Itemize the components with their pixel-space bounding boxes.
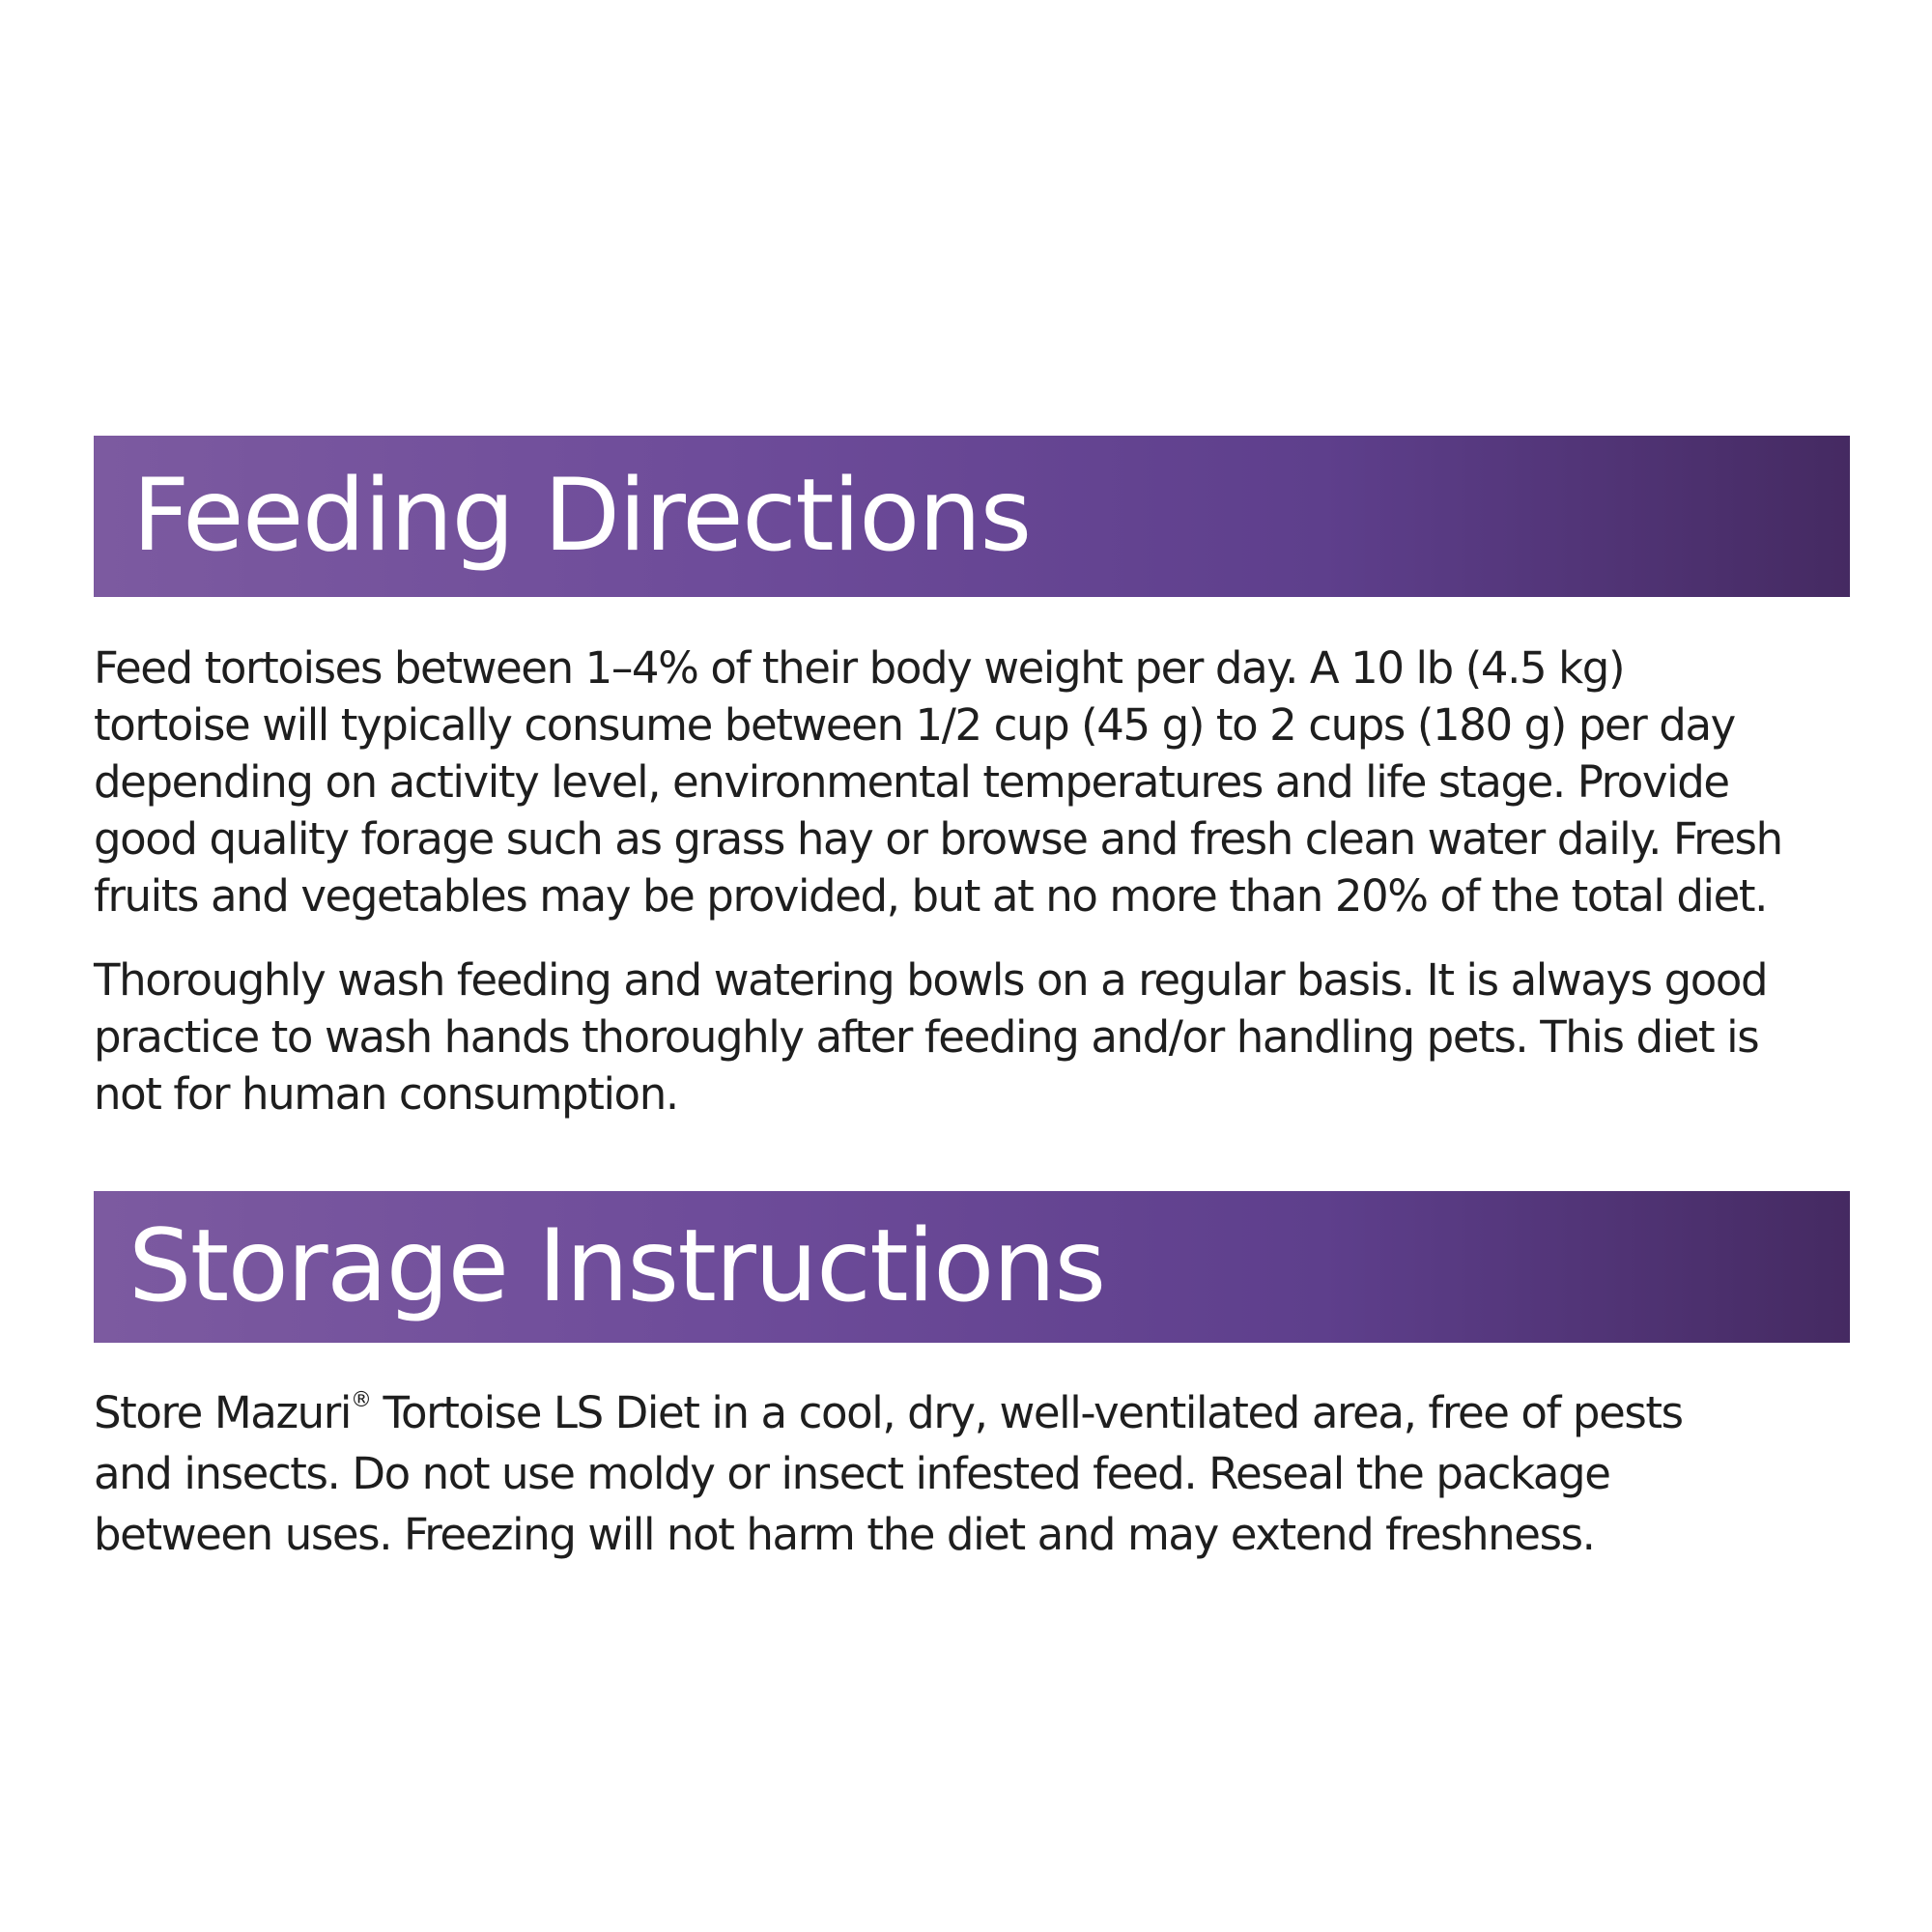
text-line: depending on activity level, environmental temperatures and life stage. Provide	[94, 756, 1729, 808]
feeding-directions-heading: Feeding Directions	[132, 458, 1031, 574]
feeding-paragraph-1	[94, 639, 1871, 924]
text-line	[94, 1382, 1871, 1443]
storage-instructions-banner	[94, 1191, 1850, 1343]
text-line: Feed tortoises between 1–4% of their body weight per day. A 10 lb (4.5 kg)	[94, 642, 1625, 694]
text-line: good quality forage such as grass hay or browse and fresh clean water daily. Fresh	[94, 813, 1782, 865]
text-line: practice to wash hands thoroughly after feeding and/or handling pets. This diet is	[94, 1011, 1759, 1063]
text-line: fruits and vegetables may be provided, but at no more than 20% of the total diet.	[94, 870, 1768, 922]
text-line: not for human consumption.	[94, 1068, 678, 1120]
text-line: tortoise will typically consume between 1/2 cup (45 g) to 2 cups (180 g) per day	[94, 699, 1735, 751]
registered-mark: ®	[351, 1388, 371, 1412]
store-rest-text: Tortoise LS Diet in a cool, dry, well-ventilated area, free of pests	[370, 1387, 1683, 1438]
feeding-paragraph-2	[94, 952, 1871, 1122]
text-line: Thoroughly wash feeding and watering bowls on a regular basis. It is always good	[94, 954, 1768, 1006]
storage-instructions-heading: Storage Instructions	[128, 1208, 1105, 1324]
storage-paragraph	[94, 1382, 1871, 1565]
store-brand-text: Store Mazuri	[94, 1387, 351, 1438]
feeding-directions-banner	[94, 436, 1850, 597]
text-line: between uses. Freezing will not harm the diet and may extend freshness.	[94, 1509, 1595, 1560]
text-line: and insects. Do not use moldy or insect infested feed. Reseal the package	[94, 1448, 1610, 1499]
